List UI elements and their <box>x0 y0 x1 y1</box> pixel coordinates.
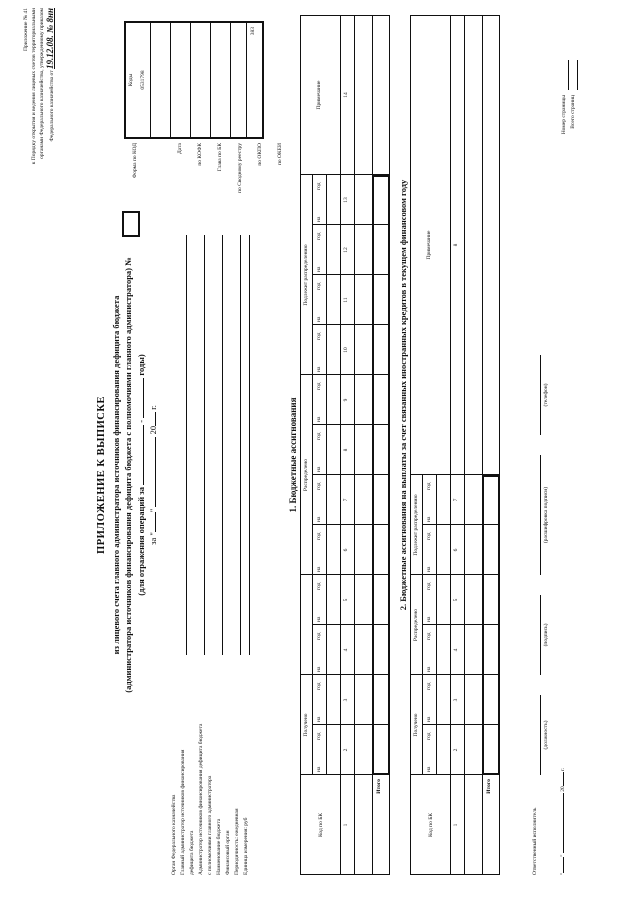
s1-distributed-header: Распределено <box>303 458 309 492</box>
s2-note-header: Примечание <box>426 230 432 260</box>
s1-na: на <box>316 266 322 272</box>
s2-to-distribute-header: Подлежит распределению <box>413 494 419 556</box>
s2-col-num: 6 <box>453 548 459 552</box>
caption-signature-name: (расшифровка подписи) <box>543 486 549 544</box>
s2-total-row <box>482 475 500 775</box>
form-code-value: 0531798 <box>140 70 146 90</box>
footer-date-line: "" 20 г. <box>560 767 566 875</box>
code-row-date: Дата <box>177 143 183 154</box>
label-unit: Единица измерения: руб <box>243 817 249 875</box>
label-fk-organ: Орган Федерального казначейства <box>171 794 177 875</box>
label-main-admin: Главный администратор источников финансирования <box>180 749 186 875</box>
responsible-label: Ответственный исполнитель <box>532 807 538 875</box>
code-row-okpo: по ОКПО <box>257 143 263 166</box>
s1-na: на <box>316 316 322 322</box>
order-reference-line: к Порядку открытия и ведения лицевых счетов территориальными <box>31 8 37 165</box>
s2-na: на <box>426 566 432 572</box>
okei-value: 383 <box>250 27 256 36</box>
s1-kod-header: Код по БК <box>318 812 324 838</box>
caption-signature: (подпись) <box>543 623 549 647</box>
s1-col-num: 8 <box>343 448 349 452</box>
date-line: за "" 20 г. <box>148 405 158 545</box>
s1-na: на <box>316 566 322 572</box>
s1-god: год <box>316 432 322 440</box>
s2-na: на <box>426 766 432 772</box>
s1-col-num: 14 <box>343 92 349 98</box>
label-main-admin-2: дефицита бюджета <box>189 830 195 875</box>
code-row-kofk: по КОФК <box>197 143 203 166</box>
subtitle-line: из лицевого счета главного администратора источников финансирования дефицита бюджета <box>111 295 121 655</box>
s1-god: год <box>316 382 322 390</box>
s1-col-num: 12 <box>343 247 349 253</box>
s2-na: на <box>426 516 432 522</box>
s1-na: на <box>316 616 322 622</box>
s1-col-num: 1 <box>343 823 349 827</box>
s2-god: год <box>426 482 432 490</box>
s2-col-num: 1 <box>453 823 459 827</box>
form-code-label: Форма по КОД <box>132 143 138 179</box>
s2-col-num: 7 <box>453 498 459 502</box>
code-row-okei: по ОКЕИ <box>277 143 283 166</box>
s1-total-label: Итого <box>376 779 382 794</box>
s1-col-num: 5 <box>343 598 349 602</box>
s1-col-num: 6 <box>343 548 349 552</box>
s2-god: год <box>426 732 432 740</box>
s1-god: год <box>316 182 322 190</box>
s1-col-num: 11 <box>343 297 349 303</box>
left-labels <box>170 455 251 875</box>
codes-header: Коды <box>128 73 134 87</box>
section2-title: 2. Бюджетные ассигнования на выплаты за счет связанных иностранных кредитов в текущем финансовом году <box>398 179 408 611</box>
label-budget-name: Наименование бюджета <box>216 818 222 875</box>
s1-na: на <box>316 416 322 422</box>
s1-col-num: 9 <box>343 398 349 402</box>
s2-col-num: 2 <box>453 748 459 752</box>
s1-god: год <box>316 282 322 290</box>
page-title: ПРИЛОЖЕНИЕ К ВЫПИСКЕ <box>96 396 107 554</box>
s2-god: год <box>426 682 432 690</box>
handwritten-date: 19.12.08. № 8нн <box>45 8 55 69</box>
section1-title: 1. Бюджетные ассигнования <box>288 397 298 513</box>
s2-distributed-header: Распределено <box>413 608 419 642</box>
s1-col-num: 13 <box>343 197 349 203</box>
label-admin: Администратор источников финансирования дефицита бюджета <box>198 723 204 875</box>
caption-phone: (телефон) <box>543 383 549 407</box>
s1-note-header: Примечание <box>316 80 322 110</box>
s1-col-num: 3 <box>343 698 349 702</box>
legal-reference-note <box>22 8 56 368</box>
s2-na: на <box>426 666 432 672</box>
appendix-number: Приложение № 41 <box>23 8 29 52</box>
s2-received-header: Получено <box>413 713 419 737</box>
s1-god: год <box>316 632 322 640</box>
s1-total-row <box>372 175 390 775</box>
pagination-labels <box>560 95 578 215</box>
period-line: (для отражения операций за - годы) <box>136 354 146 596</box>
s2-na: на <box>426 616 432 622</box>
total-pages-label: Всего страниц <box>570 95 576 129</box>
s1-na: на <box>316 766 322 772</box>
s1-na: на <box>316 516 322 522</box>
s2-total-label: Итого <box>486 779 492 794</box>
s1-received-header: Получено <box>303 713 309 737</box>
s1-god: год <box>316 532 322 540</box>
s2-god: год <box>426 632 432 640</box>
s1-god: год <box>316 682 322 690</box>
label-periodicity: Периодичность: ежедневная <box>234 808 240 875</box>
s1-na: на <box>316 366 322 372</box>
s1-god: год <box>316 482 322 490</box>
codes-row-labels <box>170 143 290 217</box>
subtitle-line: (администратора источников финансирования дефицита бюджета с полномочиями главного администратора) № <box>123 257 133 693</box>
s1-col-num: 10 <box>343 347 349 353</box>
s2-col-num: 4 <box>453 648 459 652</box>
order-reference-line: Федерального казначейства от 19.12.08. № 8нн <box>45 8 55 142</box>
s2-god: год <box>426 532 432 540</box>
s1-col-num: 2 <box>343 748 349 752</box>
s1-god: год <box>316 582 322 590</box>
s2-col-num: 5 <box>453 598 459 602</box>
s2-kod-header: Код по БК <box>428 812 434 838</box>
code-row-glava: Глава по БК <box>217 143 223 172</box>
codes-box <box>124 21 264 139</box>
label-fin-organ: Финансовый орган <box>225 830 231 875</box>
s1-na: на <box>316 666 322 672</box>
code-row-svodny: по Сводному реестру <box>237 143 243 193</box>
s1-na: на <box>316 466 322 472</box>
s2-col-num: 3 <box>453 698 459 702</box>
s1-na: на <box>316 216 322 222</box>
s2-col-num: 8 <box>453 243 459 247</box>
s2-na: на <box>426 716 432 722</box>
s1-na: на <box>316 716 322 722</box>
s1-col-num: 4 <box>343 648 349 652</box>
s1-col-num: 7 <box>343 498 349 502</box>
s2-god: год <box>426 582 432 590</box>
label-admin-2: с полномочиями главного администратора <box>207 775 213 875</box>
caption-position: (должность) <box>543 720 549 750</box>
s1-to-distribute-header: Подлежит распределению <box>303 244 309 306</box>
s1-god: год <box>316 232 322 240</box>
page-number-label: Номер страницы <box>561 95 567 135</box>
s1-god: год <box>316 732 322 740</box>
s1-god: год <box>316 332 322 340</box>
title-block <box>96 195 158 755</box>
order-reference-line: органами Федерального казначейства, утвержденному приказом <box>39 8 45 159</box>
